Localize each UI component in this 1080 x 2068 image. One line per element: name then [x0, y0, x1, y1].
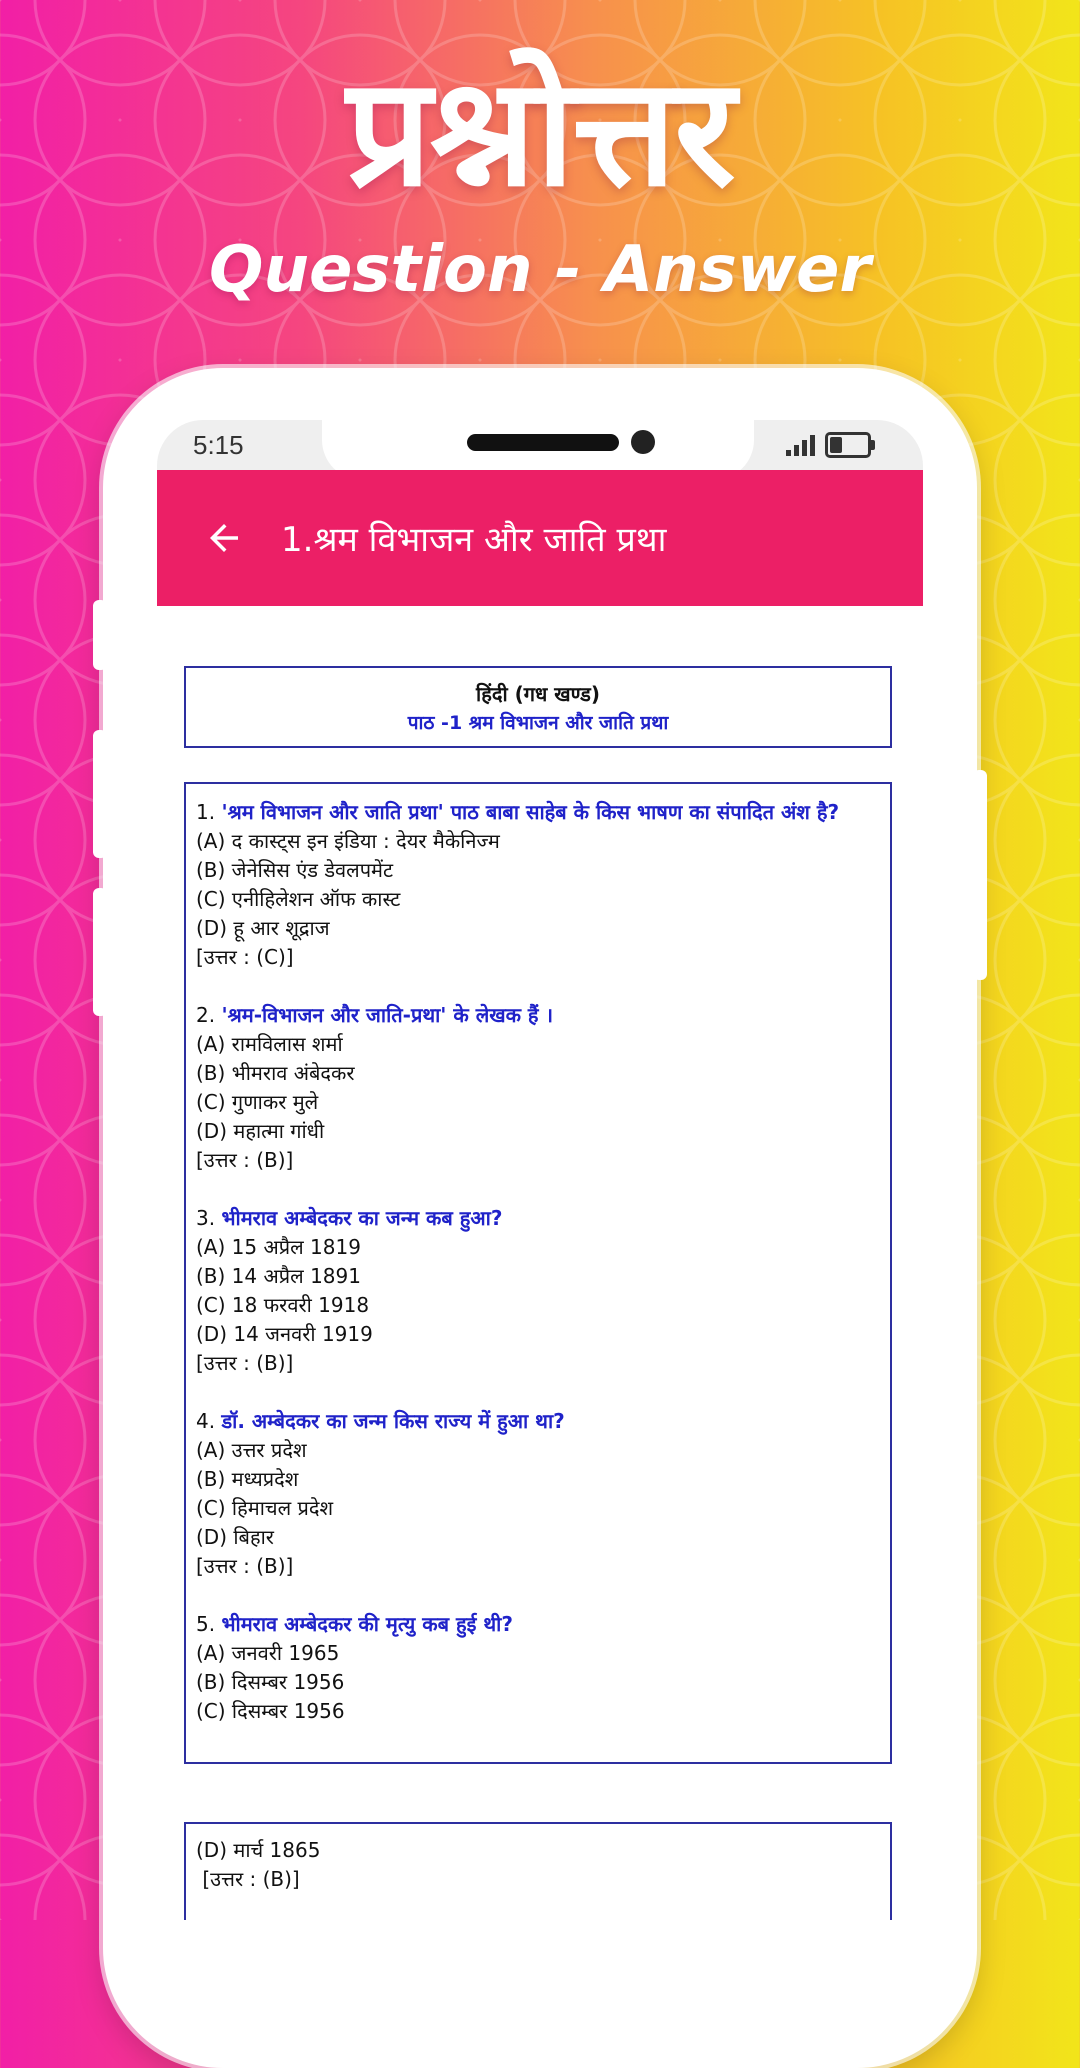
- option-c: (C) एनीहिलेशन ऑफ कास्ट: [196, 887, 401, 911]
- option-b: (B) जेनेसिस एंड डेवलपमेंट: [196, 858, 394, 882]
- option-c: (C) दिसम्बर 1956: [196, 1699, 345, 1723]
- question-number: 1.: [196, 800, 216, 824]
- option-a: (A) जनवरी 1965: [196, 1641, 340, 1665]
- continuation-box: [184, 1822, 892, 1920]
- hero-subtitle: Question - Answer: [209, 233, 871, 307]
- option-b: (B) दिसम्बर 1956: [196, 1670, 345, 1694]
- system-icons: [786, 432, 871, 458]
- phone-side-button: [973, 770, 987, 980]
- option-c: (C) 18 फरवरी 1918: [196, 1293, 370, 1317]
- question-text: [196, 798, 880, 827]
- battery-icon: [825, 432, 871, 458]
- option-a: (A) रामविलास शर्मा: [196, 1032, 343, 1056]
- questions-box: [184, 782, 892, 1764]
- phone-speaker: [467, 434, 619, 451]
- question-body: भीमराव अम्बेदकर का जन्म कब हुआ?: [221, 1206, 503, 1230]
- question-item: [196, 1407, 880, 1581]
- status-time: 5:15: [193, 430, 244, 460]
- option-d: (D) मार्च 1865: [196, 1838, 321, 1862]
- lesson-header-box: [184, 666, 892, 748]
- question-text: [196, 1001, 880, 1030]
- option-c: (C) गुणाकर मुले: [196, 1090, 319, 1114]
- option-d: (D) हू आर शूद्राज: [196, 916, 330, 940]
- option-c: (C) हिमाचल प्रदेश: [196, 1496, 334, 1520]
- back-button[interactable]: [189, 503, 259, 573]
- answer-text: [उत्तर : (B)]: [196, 1148, 294, 1172]
- option-b: (B) 14 अप्रैल 1891: [196, 1264, 361, 1288]
- hero-title: प्रश्नोत्तर: [346, 46, 734, 220]
- question-text: [196, 1204, 880, 1233]
- question-text: [196, 1610, 880, 1639]
- answer-text: [उत्तर : (B)]: [196, 1554, 294, 1578]
- question-item: [196, 798, 880, 972]
- front-camera: [631, 430, 655, 454]
- option-d: (D) बिहार: [196, 1525, 274, 1549]
- question-number: 5.: [196, 1612, 216, 1636]
- answer-text: [उत्तर : (B)]: [196, 1351, 294, 1375]
- phone-side-button: [93, 600, 107, 670]
- question-body: 'श्रम विभाजन और जाति प्रथा' पाठ बाबा साहेब के किस भाषण का संपादित अंश है?: [221, 800, 840, 824]
- phone-side-button: [93, 888, 107, 1016]
- option-b: (B) भीमराव अंबेदकर: [196, 1061, 355, 1085]
- question-item: [196, 1610, 880, 1726]
- option-a: (A) उत्तर प्रदेश: [196, 1438, 307, 1462]
- question-body: 'श्रम-विभाजन और जाति-प्रथा' के लेखक हैं ।: [221, 1003, 554, 1027]
- subject-heading: हिंदी (गध खण्ड): [476, 682, 600, 706]
- phone-side-button: [93, 730, 107, 858]
- option-a: (A) 15 अप्रैल 1819: [196, 1235, 361, 1259]
- option-d: (D) 14 जनवरी 1919: [196, 1322, 373, 1346]
- answer-text: [उत्तर : (C)]: [196, 945, 294, 969]
- arrow-left-icon: [203, 517, 245, 559]
- question-item: [196, 1204, 880, 1378]
- lesson-heading: पाठ -1 श्रम विभाजन और जाति प्रथा: [407, 712, 669, 734]
- app-bar: [157, 470, 923, 606]
- signal-icon: [786, 434, 815, 456]
- question-item: [196, 1001, 880, 1175]
- answer-text: [उत्तर : (B)]: [196, 1867, 300, 1891]
- page-title: 1.श्रम विभाजन और जाति प्रथा: [281, 520, 667, 560]
- option-b: (B) मध्यप्रदेश: [196, 1467, 299, 1491]
- question-number: 3.: [196, 1206, 216, 1230]
- option-d: (D) महात्मा गांधी: [196, 1119, 325, 1143]
- question-body: डॉ. अम्बेदकर का जन्म किस राज्य में हुआ था?: [221, 1409, 565, 1433]
- question-number: 4.: [196, 1409, 216, 1433]
- question-body: भीमराव अम्बेदकर की मृत्यु कब हुई थी?: [221, 1612, 513, 1636]
- question-text: [196, 1407, 880, 1436]
- phone-screen: [157, 420, 923, 1920]
- question-number: 2.: [196, 1003, 216, 1027]
- option-a: (A) द कास्ट्स इन इंडिया : देयर मैकेनिज्म: [196, 829, 500, 853]
